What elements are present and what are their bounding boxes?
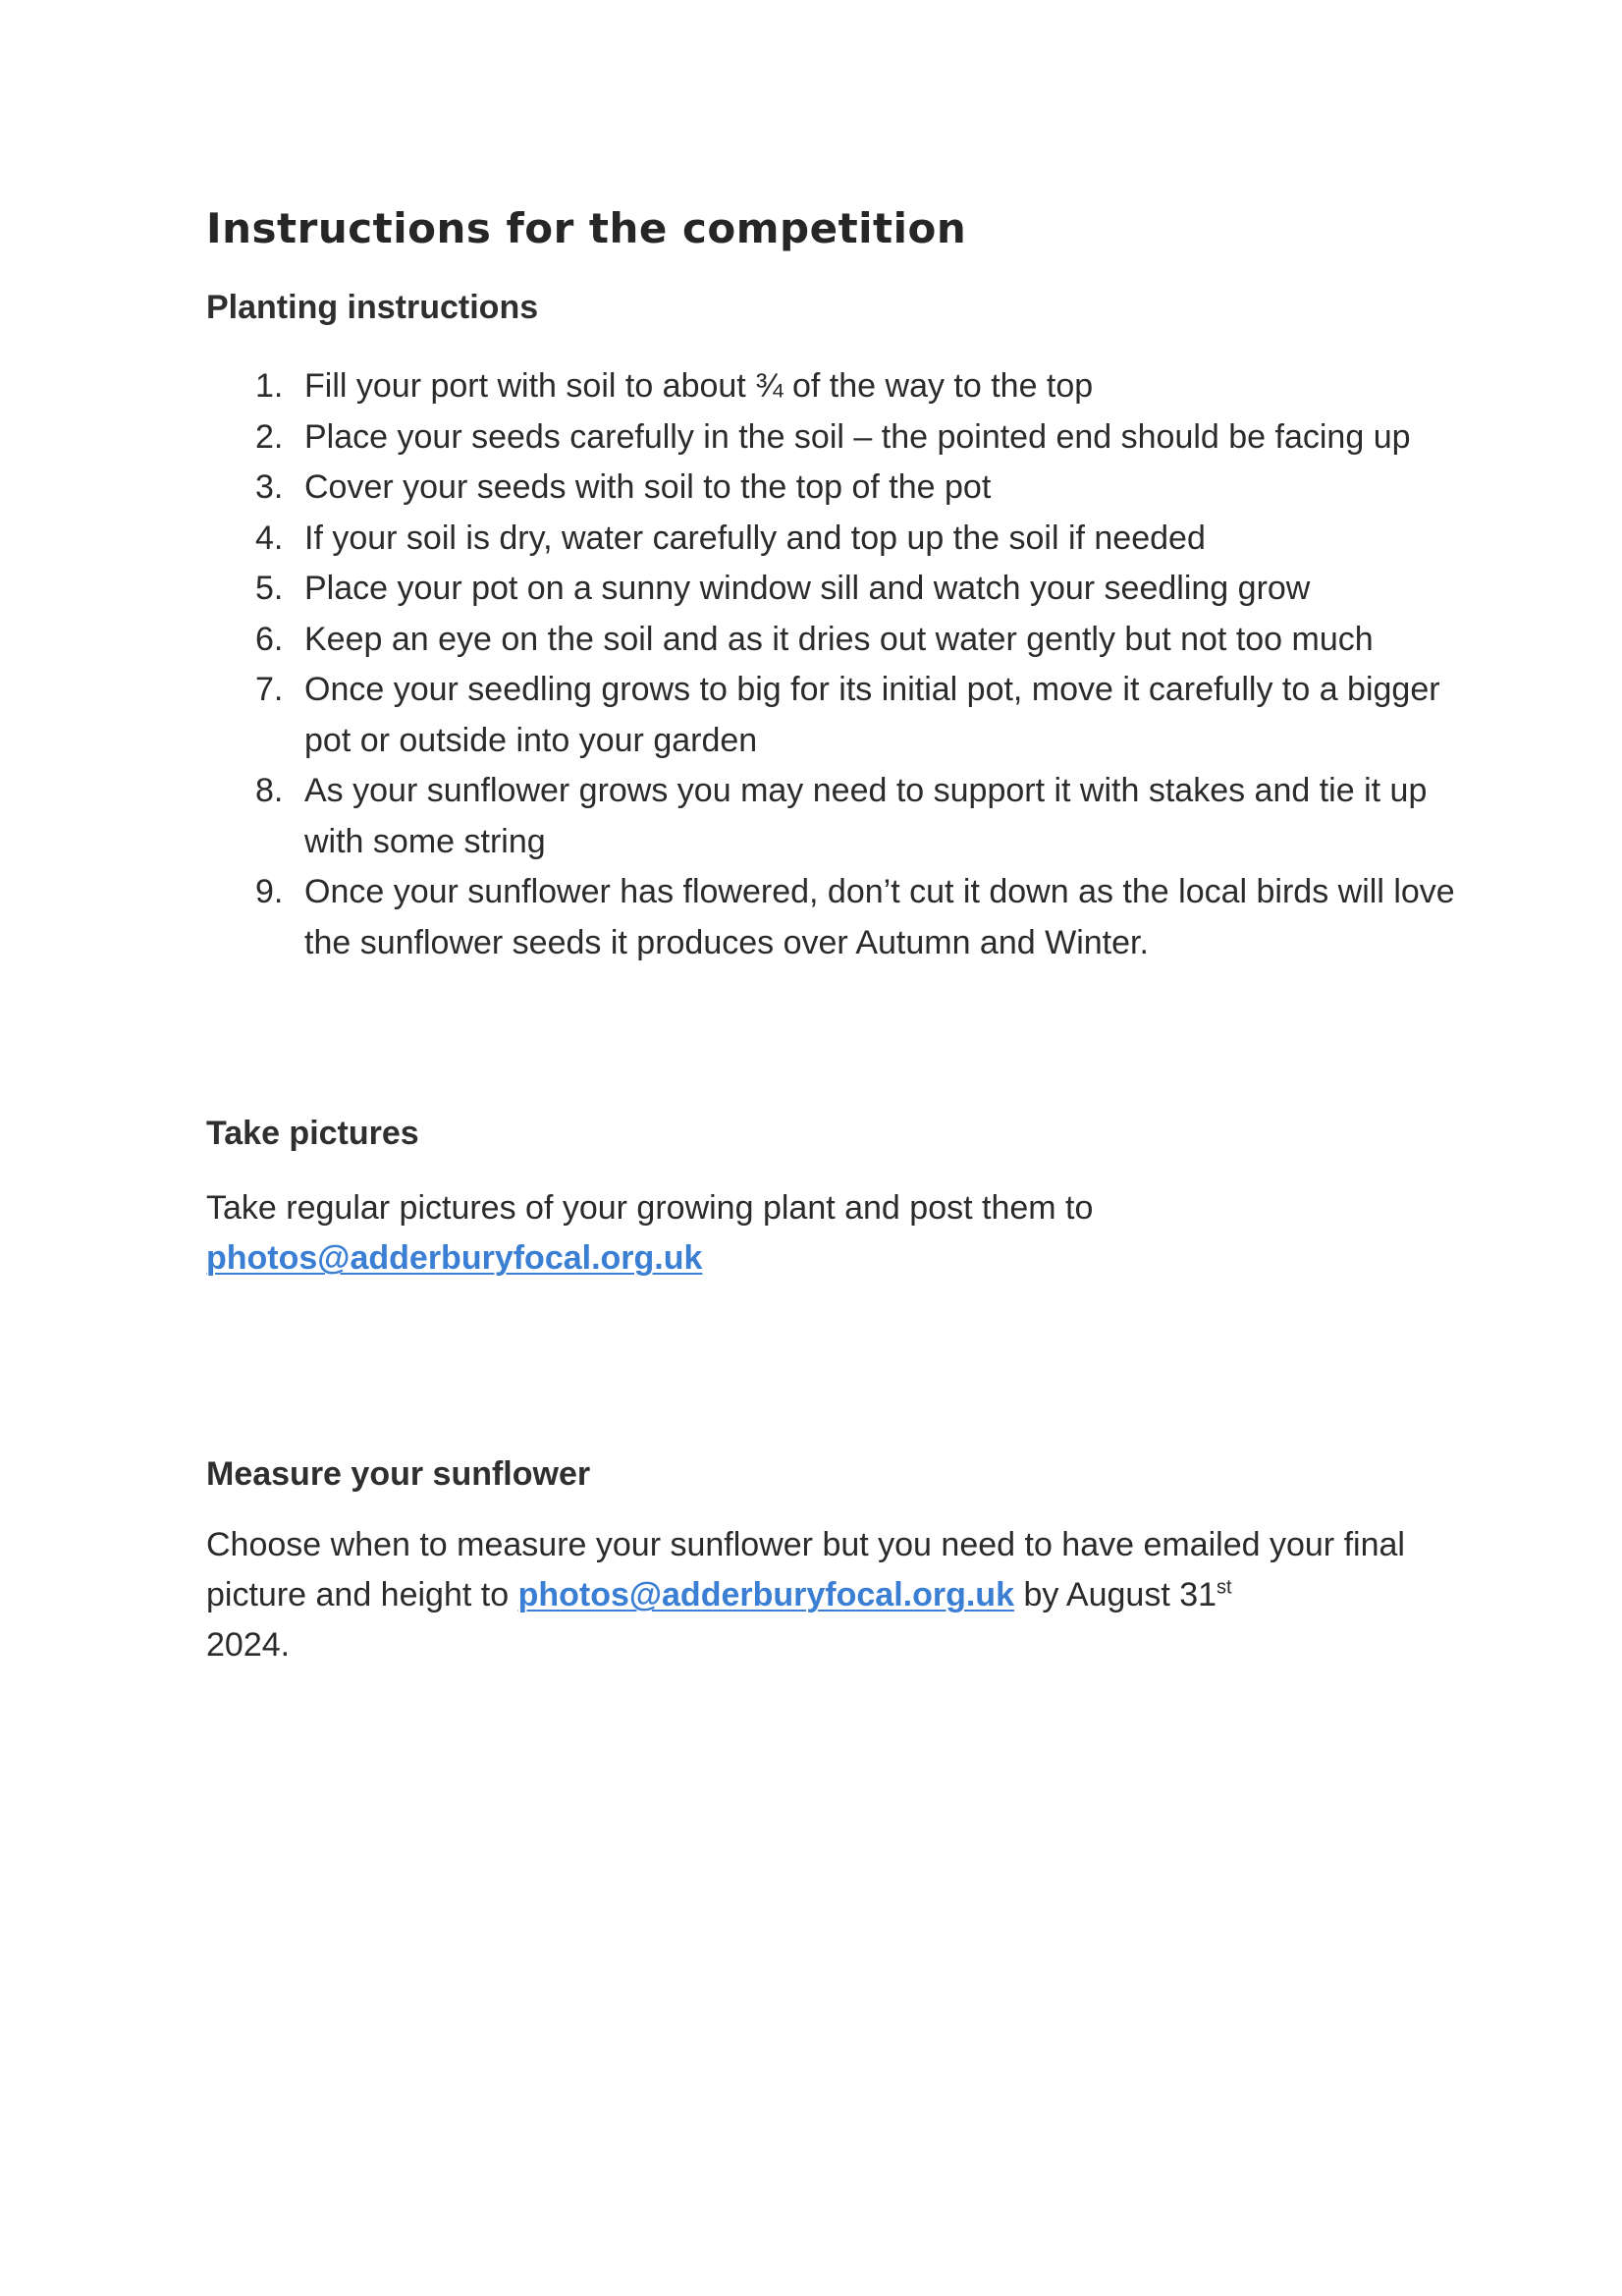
take-pictures-paragraph: [206, 1183, 1424, 1284]
list-item: [206, 615, 1473, 666]
measure-deadline-text: by August 31: [1023, 1576, 1217, 1613]
list-item: [206, 463, 1473, 514]
list-item: [206, 665, 1473, 766]
planting-steps-list: [206, 361, 1473, 968]
step-text: As your sunflower grows you may need to support it with stakes and tie it up with some string: [304, 772, 1428, 860]
step-number: 1.: [255, 367, 284, 405]
step-number: 2.: [255, 417, 284, 456]
step-text: Place your pot on a sunny window sill and watch your seedling grow: [304, 570, 1311, 607]
page-title: Instructions for the competition: [206, 204, 967, 252]
measure-deadline-year: 2024.: [206, 1626, 291, 1664]
take-pictures-text: Take regular pictures of your growing plant and post them to: [206, 1189, 1094, 1227]
list-item: [206, 564, 1473, 615]
list-item: [206, 514, 1473, 565]
step-number: 8.: [255, 772, 284, 809]
step-number: 7.: [255, 671, 284, 708]
take-pictures-heading: Take pictures: [206, 1115, 419, 1152]
step-text: Keep an eye on the soil and as it dries out water gently but not too much: [304, 620, 1374, 658]
planting-heading: Planting instructions: [206, 289, 539, 326]
step-text: Once your sunflower has flowered, don’t cut it down as the local birds will love the sunflower seeds it produces over Autumn and Winter.: [304, 873, 1455, 961]
step-text: If your soil is dry, water carefully and top up the soil if needed: [304, 519, 1206, 557]
measure-text-before: Choose when to measure your sunflower but you need to have emailed your final picture and height to: [206, 1526, 1405, 1613]
list-item: [206, 361, 1473, 412]
step-number: 9.: [255, 873, 284, 910]
step-number: 4.: [255, 519, 284, 557]
step-number: 3.: [255, 468, 284, 506]
measure-sunflower-paragraph: [206, 1520, 1424, 1670]
step-text: Once your seedling grows to big for its initial pot, move it carefully to a bigger pot or outside into your garden: [304, 671, 1440, 759]
step-text: Cover your seeds with soil to the top of the pot: [304, 468, 992, 506]
list-item: [206, 412, 1473, 464]
photos-email-link[interactable]: photos@adderburyfocal.org.uk: [517, 1576, 1014, 1613]
step-text: Place your seeds carefully in the soil – the pointed end should be facing up: [304, 417, 1411, 456]
measure-sunflower-heading: Measure your sunflower: [206, 1455, 591, 1493]
step-number: 5.: [255, 570, 284, 607]
photos-email-link[interactable]: photos@adderburyfocal.org.uk: [206, 1239, 703, 1277]
date-ordinal-suffix: st: [1216, 1576, 1232, 1599]
list-item: [206, 867, 1473, 968]
step-text: Fill your port with soil to about ¾ of the way to the top: [304, 367, 1094, 405]
step-number: 6.: [255, 620, 284, 658]
list-item: [206, 766, 1473, 867]
